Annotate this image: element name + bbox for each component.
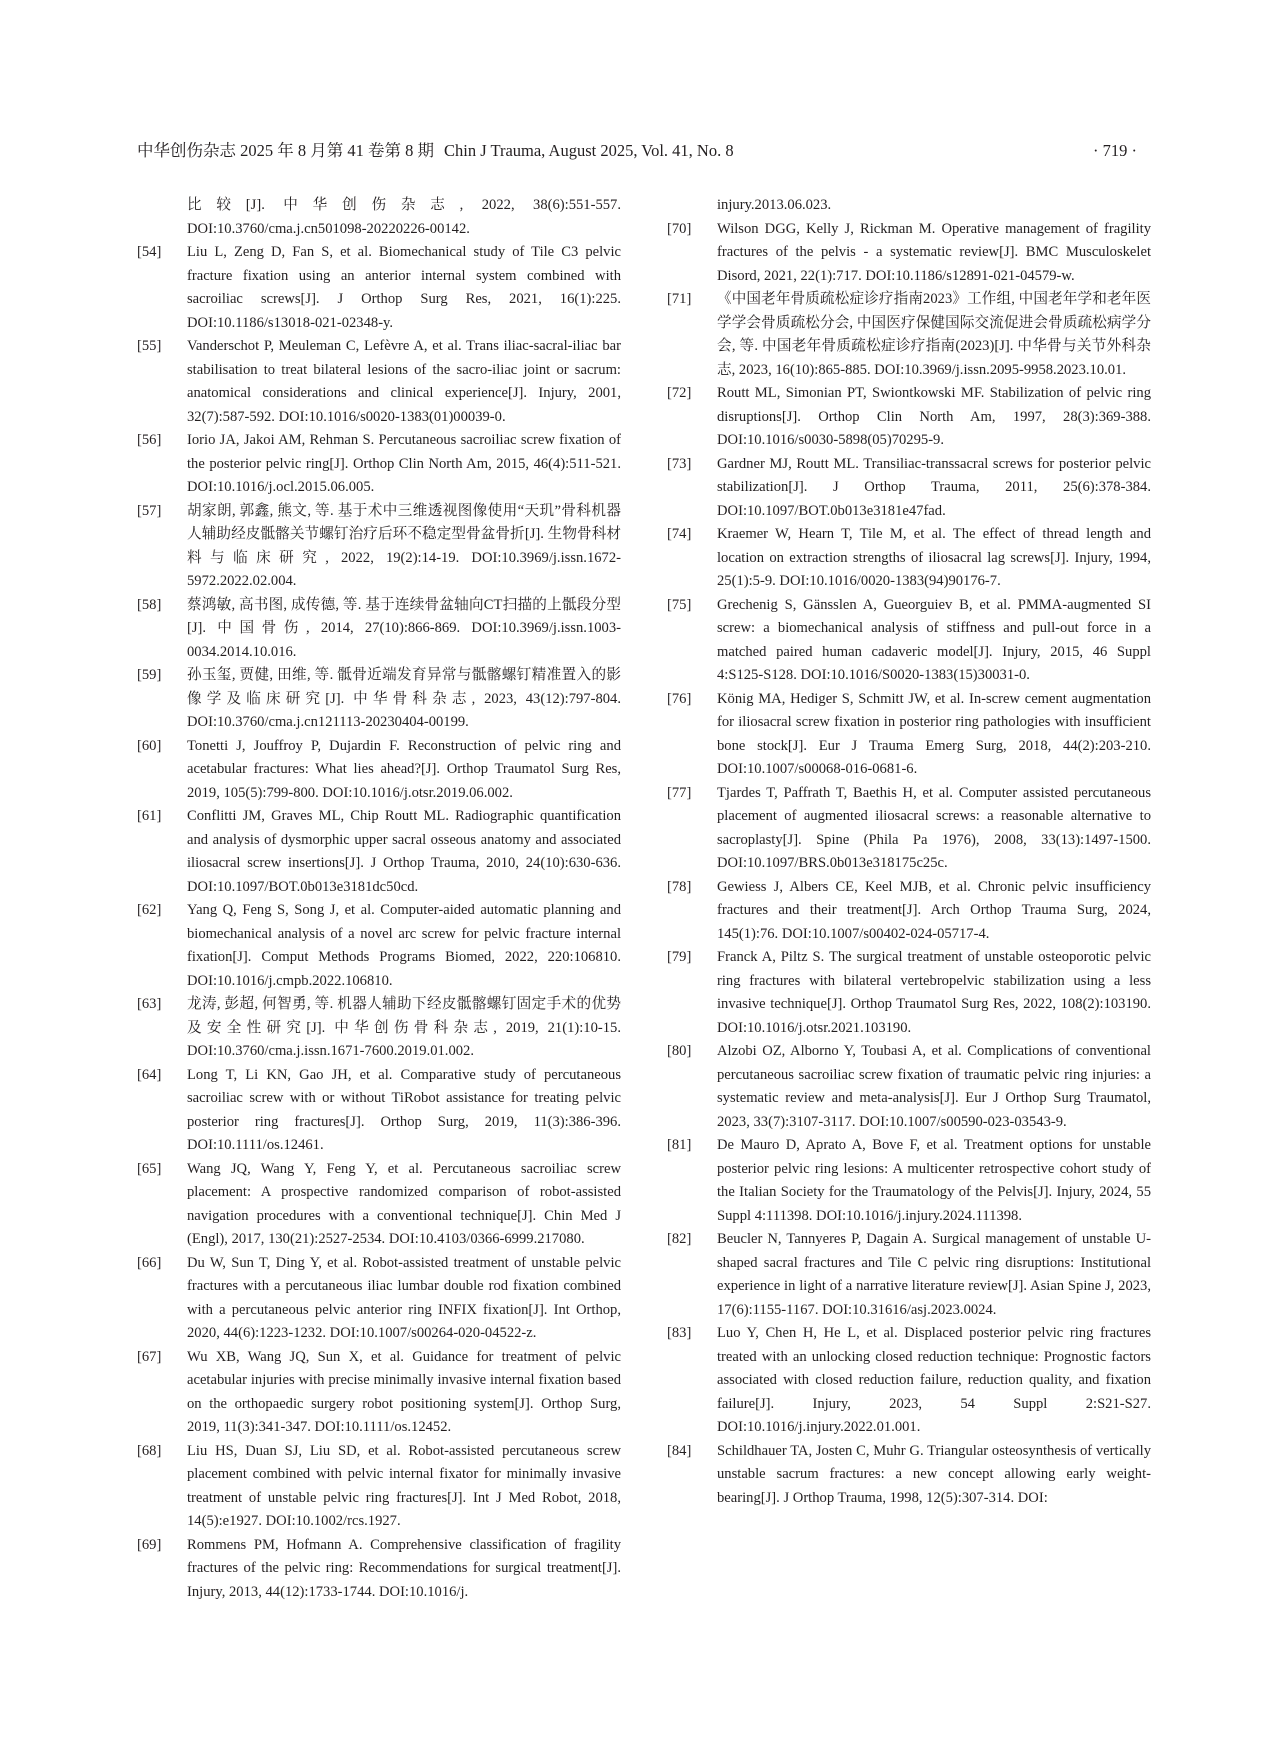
reference-text: Wang JQ, Wang Y, Feng Y, et al. Percutaneous sacroiliac screw placement: A prospective randomized comparison of robot-assisted navigation procedures with a conventional technique[J]. Chin Med J (Engl), 2017, 130(21):2527-2534. DOI:10.4103/0366-6999.217080. <box>187 1160 621 1247</box>
reference-number: [79] <box>667 949 692 965</box>
reference-number: [76] <box>667 690 692 707</box>
reference-number: [56] <box>137 432 162 448</box>
reference-text: Liu L, Zeng D, Fan S, et al. Biomechanical study of Tile C3 pelvic fracture fixation using an anterior internal system combined with sacroiliac screws[J]. J Orthop Surg Res, 2021, 16(1):225. DOI:10.1186/s13018-021-02348-y. <box>187 244 621 331</box>
reference-item <box>667 1040 1151 1134</box>
reference-number: [83] <box>667 1325 692 1341</box>
header-journal-en: Chin J Trauma, August 2025, Vol. 41, No. 8 <box>444 141 734 160</box>
reference-text: Kraemer W, Hearn T, Tile M, et al. The effect of thread length and location on extraction strengths of iliosacral lag screws[J]. Injury, 1994, 25(1):5-9. DOI:10.1016/0020-1383(94)90176-7. <box>717 526 1151 589</box>
reference-item <box>667 382 1151 453</box>
reference-text: Schildhauer TA, Josten C, Muhr G. Triangular osteosynthesis of vertically unstable sacrum fractures: a new concept allowing early weight-bearing[J]. J Orthop Trauma, 1998, 12(5):307-314. DOI: <box>717 1442 1151 1506</box>
reference-number: [59] <box>137 667 162 683</box>
reference-number: [78] <box>667 878 692 895</box>
reference-number: [80] <box>667 1043 692 1059</box>
reference-text: Long T, Li KN, Gao JH, et al. Comparative study of percutaneous sacroiliac screw with or without TiRobot assistance for treating pelvic posterior ring fractures[J]. Orthop Surg, 2019, 11(3):386-396. DOI:10.1111/os.12461. <box>187 1066 621 1153</box>
reference-number: [64] <box>137 1066 162 1083</box>
reference-item <box>137 1252 621 1346</box>
reference-text: Tjardes T, Paffrath T, Baethis H, et al. Computer assisted percutaneous placement of augmented iliosacral screws: a reasonable alternative to sacroplasty[J]. Spine (Phila Pa 1976), 2008, 33(13):1497-1500. DOI:10.1097/BRS.0b013e318175c25c. <box>717 784 1151 871</box>
reference-number: [74] <box>667 526 692 542</box>
reference-item <box>667 523 1151 594</box>
reference-number: [75] <box>667 596 692 613</box>
reference-text: Beucler N, Tannyeres P, Dagain A. Surgical management of unstable U-shaped sacral fractures and Tile C pelvic ring disruptions: Institutional experience in light of a narrative literature review[J]. Asian Spine J, 2023, 17(6):1155-1167. DOI:10.31616/asj.2023.0024. <box>717 1231 1151 1318</box>
reference-text: Iorio JA, Jakoi AM, Rehman S. Percutaneous sacroiliac screw fixation of the posterior pelvic ring[J]. Orthop Clin North Am, 2015, 46(4):511-521. DOI:10.1016/j.ocl.2015.06.005. <box>187 432 621 495</box>
reference-number: [63] <box>137 996 162 1012</box>
reference-number: [66] <box>137 1254 162 1271</box>
reference-number: [73] <box>667 455 692 472</box>
reference-number: [69] <box>137 1536 162 1553</box>
reference-number: [77] <box>667 784 692 801</box>
reference-text: Tonetti J, Jouffroy P, Dujardin F. Reconstruction of pelvic ring and acetabular fractures: What lies ahead?[J]. Orthop Traumatol Surg Res, 2019, 105(5):799-800. DOI:10.1016/j.otsr.2019.06.002. <box>187 737 621 801</box>
reference-number: [68] <box>137 1442 162 1459</box>
reference-item <box>667 453 1151 524</box>
reference-text: Alzobi OZ, Alborno Y, Toubasi A, et al. Complications of conventional percutaneous sacroiliac screw fixation of traumatic pelvic ring injuries: a systematic review and meta-analysis[J]. Eur J Orthop Surg Traumatol, 2023, 33(7):3107-3117. DOI:10.1007/s00590-023-03543-9. <box>717 1043 1151 1130</box>
reference-continuation: 比较[J]. 中华创伤杂志, 2022, 38(6):551-557. DOI:10.3760/cma.j.cn501098-20220226-00142. <box>187 197 621 237</box>
running-header <box>137 136 1137 166</box>
reference-item <box>137 1158 621 1252</box>
reference-number: [65] <box>137 1160 162 1177</box>
reference-item <box>667 1322 1151 1440</box>
reference-item <box>137 899 621 993</box>
reference-text: König MA, Hediger S, Schmitt JW, et al. In-screw cement augmentation for iliosacral screw fixation in posterior ring pathologies with insufficient bone stock[J]. Eur J Trauma Emerg Surg, 2018, 44(2):203-210. DOI:10.1007/s00068-016-0681-6. <box>717 690 1151 777</box>
reference-item <box>137 1346 621 1440</box>
reference-text: Vanderschot P, Meuleman C, Lefèvre A, et al. Trans iliac-sacral-iliac bar stabilisation to treat bilateral lesions of the sacro-iliac joint or sacrum: anatomical considerations and clinical experience[J]. Injury, 2001, 32(7):587-592. DOI:10.1016/s0020-1383(01)00039-0. <box>187 338 621 425</box>
reference-item <box>667 782 1151 876</box>
reference-text: Gardner MJ, Routt ML. Transiliac-transsacral screws for posterior pelvic stabilization[J]. J Orthop Trauma, 2011, 25(6):378-384. DOI:10.1097/BOT.0b013e3181e47fad. <box>717 455 1151 519</box>
reference-text: Grechenig S, Gänsslen A, Gueorguiev B, et al. PMMA-augmented SI screw: a biomechanical analysis of stiffness and pull-out force in a matched paired human cadaveric model[J]. Injury, 2015, 46 Suppl 4:S125-S128. DOI:10.1016/S0020-1383(15)30031-0. <box>717 596 1151 683</box>
reference-text: Yang Q, Feng S, Song J, et al. Computer-aided automatic planning and biomechanical analysis of a novel arc screw for pelvic fracture internal fixation[J]. Comput Methods Programs Biomed, 2022, 220:106810. DOI:10.1016/j.cmpb.2022.106810. <box>187 902 621 989</box>
reference-item <box>667 688 1151 782</box>
reference-column-left <box>137 194 621 1604</box>
reference-number: [57] <box>137 502 162 519</box>
reference-item <box>137 805 621 899</box>
reference-number: [67] <box>137 1348 162 1365</box>
reference-item <box>137 335 621 429</box>
reference-text: Du W, Sun T, Ding Y, et al. Robot-assisted treatment of unstable pelvic fractures with a percutaneous iliac lumbar double rod fixation combined with a percutaneous pelvic anterior ring INFIX fixation[J]. Int Orthop, 2020, 44(6):1223-1232. DOI:10.1007/s00264-020-04522-z. <box>187 1254 621 1341</box>
reference-number: [70] <box>667 220 692 237</box>
reference-item <box>667 1228 1151 1322</box>
reference-number: [61] <box>137 808 162 824</box>
reference-text: Franck A, Piltz S. The surgical treatment of unstable osteoporotic pelvic ring fractures with bilateral vertebropelvic stabilization using a less invasive technique[J]. Orthop Traumatol Surg Res, 2022, 108(2):103190. DOI:10.1016/j.otsr.2021.103190. <box>717 949 1151 1036</box>
reference-number: [81] <box>667 1137 692 1153</box>
reference-text: 龙涛, 彭超, 何智勇, 等. 机器人辅助下经皮骶髂螺钉固定手术的优势及安全性研究[J]. 中华创伤骨科杂志, 2019, 21(1):10-15. DOI:10.3760/cma.j.issn.1671-7600.2019.01.002. <box>187 996 621 1059</box>
reference-item <box>137 241 621 335</box>
reference-text: 孙玉玺, 贾健, 田维, 等. 骶骨近端发育异常与骶髂螺钉精准置入的影像学及临床研究[J]. 中华骨科杂志, 2023, 43(12):797-804. DOI:10.3760/cma.j.cn121113-20230404-00199. <box>187 667 621 730</box>
reference-text: Rommens PM, Hofmann A. Comprehensive classification of fragility fractures of the pelvic ring: Recommendations for surgical treatment[J]. Injury, 2013, 44(12):1733-1744. DOI:10.1016/j. <box>187 1536 621 1600</box>
reference-number: [72] <box>667 385 692 401</box>
reference-item <box>137 500 621 594</box>
reference-continuation: injury.2013.06.023. <box>717 197 832 213</box>
reference-item <box>137 1440 621 1534</box>
reference-item <box>667 594 1151 688</box>
reference-text: Wilson DGG, Kelly J, Rickman M. Operative management of fragility fractures of the pelvis - a systematic review[J]. BMC Musculoskelet Disord, 2021, 22(1):717. DOI:10.1186/s12891-021-04579-w. <box>717 220 1151 284</box>
reference-text: De Mauro D, Aprato A, Bove F, et al. Treatment options for unstable posterior pelvic ring lesions: A multicenter retrospective cohort study of the Italian Society for the Traumatology of the Pelvis[J]. Injury, 2024, 55 Suppl 4:111398. DOI:10.1016/j.injury.2024.111398. <box>717 1137 1151 1224</box>
reference-text: Gewiess J, Albers CE, Keel MJB, et al. Chronic pelvic insufficiency fractures and their treatment[J]. Arch Orthop Trauma Surg, 2024, 145(1):76. DOI:10.1007/s00402-024-05717-4. <box>717 878 1151 942</box>
reference-item <box>137 594 621 665</box>
reference-number: [71] <box>667 291 692 307</box>
reference-item <box>667 218 1151 289</box>
reference-item <box>667 1134 1151 1228</box>
header-journal-cn: 中华创伤杂志 2025 年 8 月第 41 卷第 8 期 <box>137 141 434 160</box>
reference-item <box>667 946 1151 1040</box>
reference-text: 蔡鸿敏, 高书图, 成传德, 等. 基于连续骨盆轴向CT扫描的上骶段分型[J]. 中国骨伤, 2014, 27(10):866-869. DOI:10.3969/j.issn.1003-0034.2014.10.016. <box>187 596 621 660</box>
reference-number: [54] <box>137 244 162 260</box>
reference-text: Wu XB, Wang JQ, Sun X, et al. Guidance for treatment of pelvic acetabular injuries with precise minimally invasive internal fixation based on the orthopaedic surgery robot positioning system[J]. Orthop Surg, 2019, 11(3):341-347. DOI:10.1111/os.12452. <box>187 1348 621 1435</box>
reference-item <box>137 735 621 806</box>
reference-number: [60] <box>137 737 162 754</box>
reference-number: [58] <box>137 596 162 613</box>
reference-item <box>137 1534 621 1605</box>
reference-text: Routt ML, Simonian PT, Swiontkowski MF. Stabilization of pelvic ring disruptions[J]. Orthop Clin North Am, 1997, 28(3):369-388. DOI:10.1016/s0030-5898(05)70295-9. <box>717 385 1151 448</box>
reference-number: [62] <box>137 902 162 918</box>
reference-item <box>137 1064 621 1158</box>
reference-number: [55] <box>137 338 162 354</box>
reference-number: [84] <box>667 1442 692 1459</box>
reference-number: [82] <box>667 1231 692 1247</box>
reference-item <box>137 993 621 1064</box>
reference-item <box>667 288 1151 382</box>
page-number: · 719 · <box>1093 141 1137 160</box>
reference-text: Liu HS, Duan SJ, Liu SD, et al. Robot-assisted percutaneous screw placement combined with pelvic internal fixator for minimally invasive treatment of unstable pelvic ring fractures[J]. Int J Med Robot, 2018, 14(5):e1927. DOI:10.1002/rcs.1927. <box>187 1442 621 1529</box>
reference-text: 胡家朗, 郭鑫, 熊文, 等. 基于术中三维透视图像使用“天玑”骨科机器人辅助经皮骶髂关节螺钉治疗后环不稳定型骨盆骨折[J]. 生物骨科材料与临床研究, 2022, 19(2):14-19. DOI:10.3969/j.issn.1672-5972.2022.02.004. <box>187 502 621 589</box>
header-journal <box>137 136 734 166</box>
reference-text: Conflitti JM, Graves ML, Chip Routt ML. Radiographic quantification and analysis of dysmorphic upper sacral osseous anatomy and associated iliosacral screw insertions[J]. J Orthop Trauma, 2010, 24(10):630-636. DOI:10.1097/BOT.0b013e3181dc50cd. <box>187 808 621 895</box>
reference-item <box>137 664 621 735</box>
reference-item <box>667 1440 1151 1511</box>
reference-text: 《中国老年骨质疏松症诊疗指南2023》工作组, 中国老年学和老年医学学会骨质疏松分会, 中国医疗保健国际交流促进会骨质疏松病学分会, 等. 中国老年骨质疏松症诊疗指南(2023)[J]. 中华骨与关节外科杂志, 2023, 16(10):865-885. DOI:10.3969/j.issn.2095-9958.2023.10.01. <box>717 291 1151 378</box>
reference-item <box>137 429 621 500</box>
reference-column-right <box>667 194 1151 1510</box>
reference-item <box>667 876 1151 947</box>
reference-text: Luo Y, Chen H, He L, et al. Displaced posterior pelvic ring fractures treated with an unlocking closed reduction technique: Prognostic factors associated with closed reduction failure, reduction quality, and fixation failure[J]. Injury, 2023, 54 Suppl 2:S21-S27. DOI:10.1016/j.injury.2022.01.001. <box>717 1325 1151 1435</box>
